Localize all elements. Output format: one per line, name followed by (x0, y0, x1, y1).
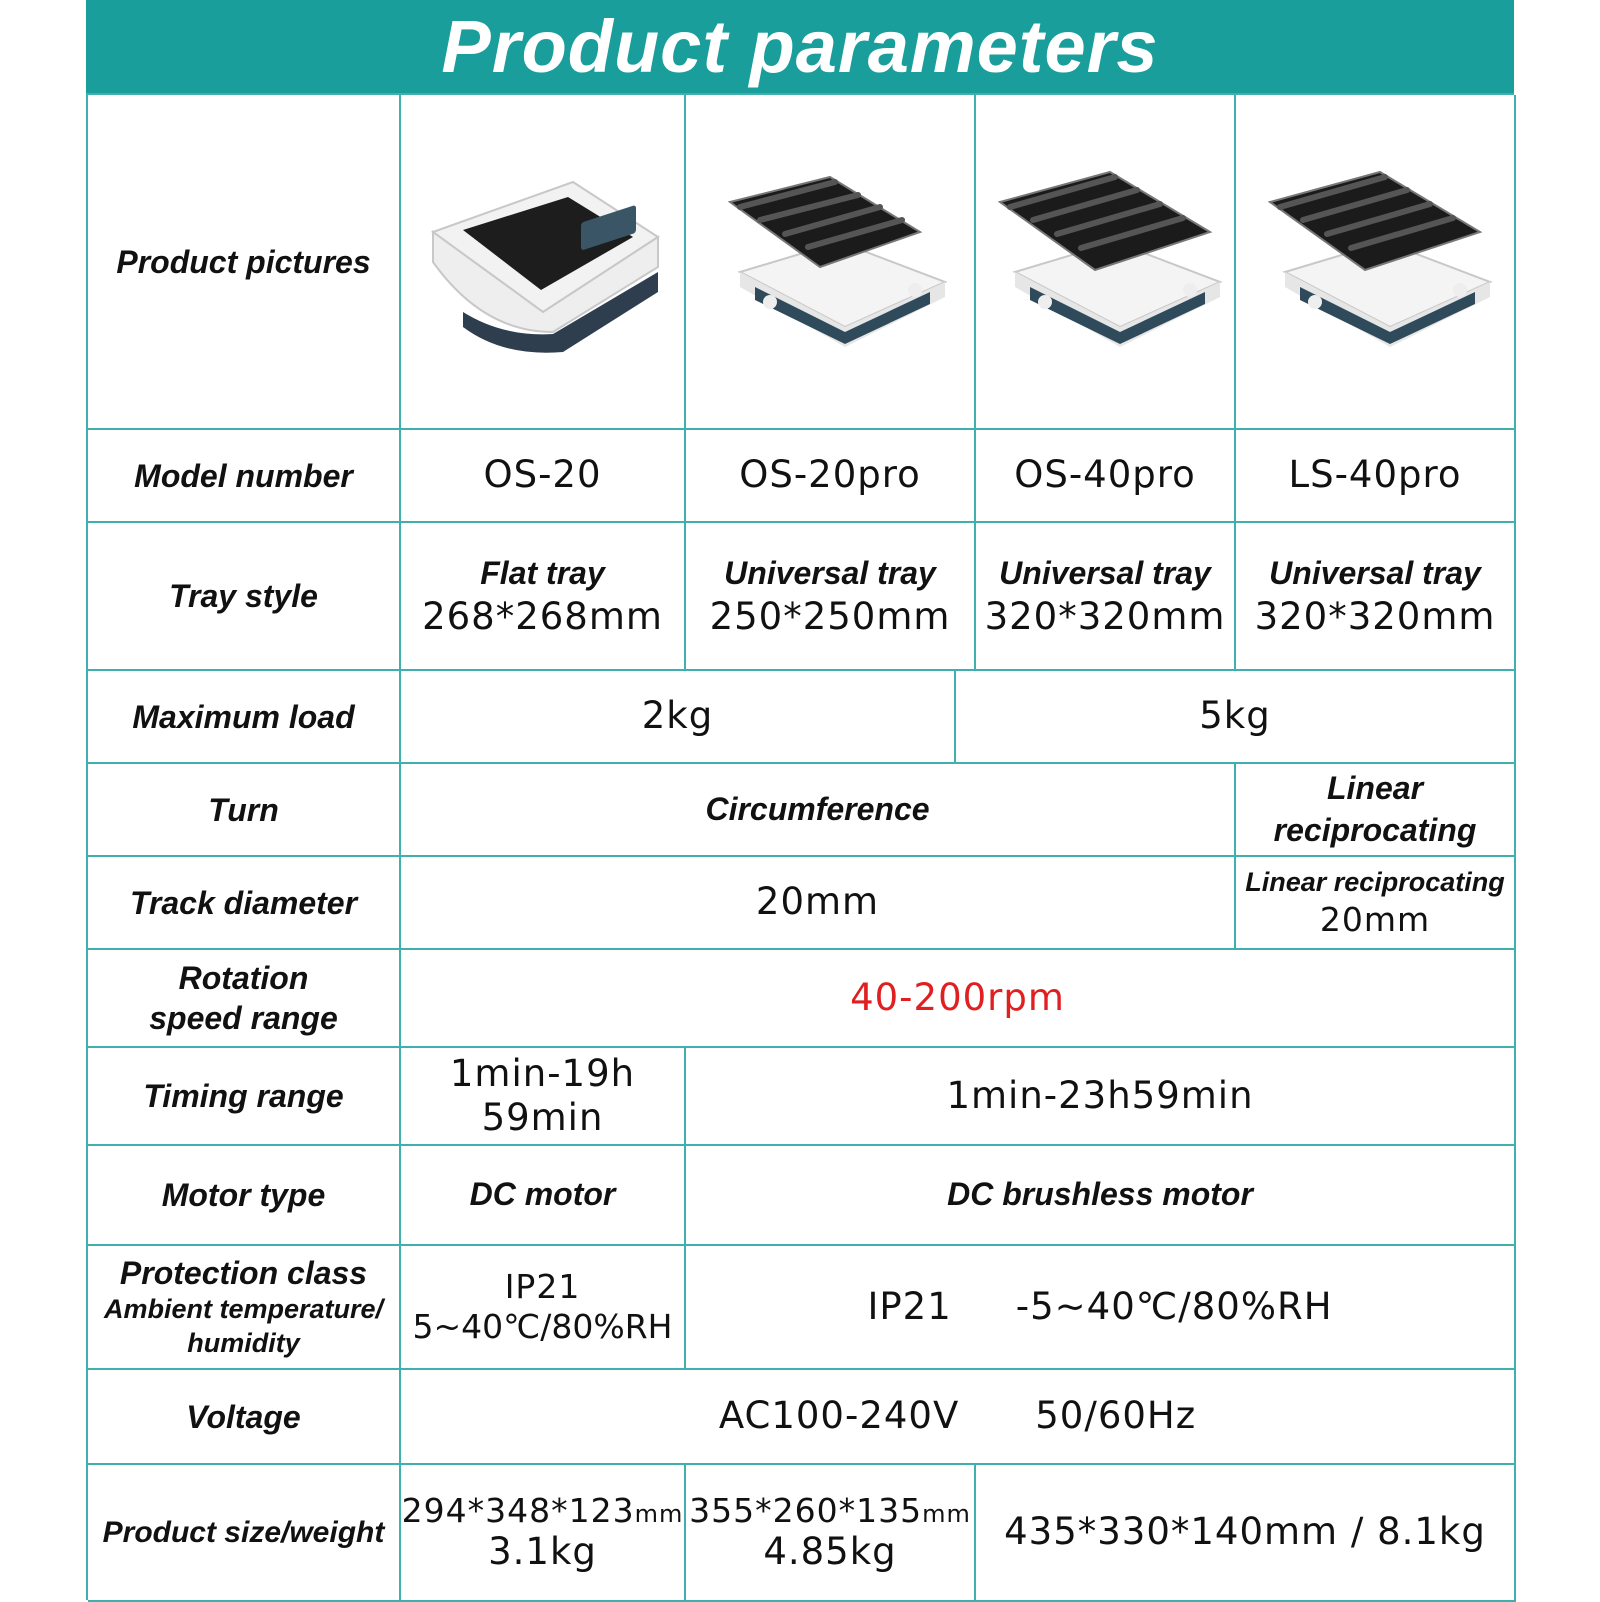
model-os20: OS-20 (401, 430, 686, 523)
product-image-ls40pro (1236, 95, 1516, 430)
row-label-motor: Motor type (88, 1146, 401, 1246)
row-label-speed (88, 950, 401, 1048)
size-os20pro-dims: 355*260*135 (689, 1490, 923, 1530)
size-os20-weight: 3.1kg (488, 1530, 597, 1574)
protection-label-line2: Ambient temperature/ (103, 1294, 384, 1325)
universal-tray-shaker-image (710, 162, 950, 362)
protection-others (686, 1246, 1516, 1370)
motor-os20: DC motor (401, 1146, 686, 1246)
product-image-os20pro (686, 95, 976, 430)
flat-tray-shaker-image (423, 162, 663, 362)
size-large: 435*330*140mm / 8.1kg (976, 1465, 1516, 1602)
protection-label-line3: humidity (187, 1328, 300, 1358)
tray-os20pro (686, 523, 976, 671)
row-label-load: Maximum load (88, 671, 401, 764)
row-label-voltage: Voltage (88, 1370, 401, 1465)
timing-os20-line2: 59min (481, 1096, 604, 1139)
track-linear-label: Linear reciprocating (1245, 867, 1505, 898)
voltage-value-cell (401, 1370, 1516, 1465)
protection-others-ip: IP21 (867, 1284, 952, 1328)
size-os20pro-weight: 4.85kg (763, 1530, 897, 1574)
voltage-frequency: 50/60Hz (1035, 1394, 1197, 1438)
tray-os40pro (976, 523, 1236, 671)
product-image-os40pro (976, 95, 1236, 430)
load-large: 5kg (956, 671, 1516, 764)
timing-os20-line1: 1min-19h (449, 1051, 636, 1095)
protection-others-env: -5~40℃/80%RH (1015, 1284, 1333, 1328)
tray-size: 320*320mm (1254, 594, 1496, 638)
tray-style: Universal tray (999, 555, 1211, 591)
universal-tray-shaker-image (1255, 162, 1495, 362)
load-small: 2kg (401, 671, 956, 764)
speed-value: 40-200rpm (401, 950, 1516, 1048)
turn-circumference: Circumference (401, 764, 1236, 857)
model-os20pro: OS-20pro (686, 430, 976, 523)
tray-style: Universal tray (724, 555, 936, 591)
turn-linear-line1: Linear (1326, 769, 1424, 806)
parameters-table (86, 93, 1514, 1600)
size-os20-dims: 294*348*123 (401, 1490, 635, 1530)
tray-size: 268*268mm (422, 594, 663, 638)
timing-os20 (401, 1048, 686, 1146)
row-label-pictures: Product pictures (88, 95, 401, 430)
speed-label-line1: Rotation (178, 960, 309, 996)
tray-style: Universal tray (1269, 555, 1481, 591)
product-parameters-sheet (86, 0, 1514, 1600)
size-os20pro (686, 1465, 976, 1602)
row-label-track: Track diameter (88, 857, 401, 950)
track-linear-value: 20mm (1319, 900, 1431, 940)
size-os20 (401, 1465, 686, 1602)
track-linear (1236, 857, 1516, 950)
page-title: Product parameters (86, 0, 1514, 93)
track-value: 20mm (401, 857, 1236, 950)
size-os20-unit: mm (634, 1499, 684, 1528)
row-label-size: Product size/weight (88, 1465, 401, 1602)
tray-ls40pro (1236, 523, 1516, 671)
row-label-turn: Turn (88, 764, 401, 857)
model-os40pro: OS-40pro (976, 430, 1236, 523)
row-label-protection (88, 1246, 401, 1370)
universal-tray-shaker-image (985, 162, 1225, 362)
motor-others: DC brushless motor (686, 1146, 1516, 1246)
speed-label-line2: speed range (149, 1000, 338, 1036)
model-ls40pro: LS-40pro (1236, 430, 1516, 523)
row-label-model: Model number (88, 430, 401, 523)
turn-linear-line2: reciprocating (1273, 811, 1477, 848)
timing-others: 1min-23h59min (686, 1048, 1516, 1146)
voltage-value: AC100-240V (718, 1394, 960, 1438)
size-os20pro-unit: mm (922, 1499, 971, 1528)
row-label-tray: Tray style (88, 523, 401, 671)
tray-size: 250*250mm (709, 594, 951, 638)
protection-label-line1: Protection class (119, 1255, 368, 1292)
tray-os20 (401, 523, 686, 671)
row-label-timing: Timing range (88, 1048, 401, 1146)
tray-style: Flat tray (480, 555, 605, 591)
product-image-os20 (401, 95, 686, 430)
protection-os20-ip: IP21 (504, 1267, 581, 1307)
tray-size: 320*320mm (984, 594, 1226, 638)
protection-os20-env: 5~40℃/80%RH (412, 1307, 673, 1346)
protection-os20 (401, 1246, 686, 1370)
turn-linear (1236, 764, 1516, 857)
